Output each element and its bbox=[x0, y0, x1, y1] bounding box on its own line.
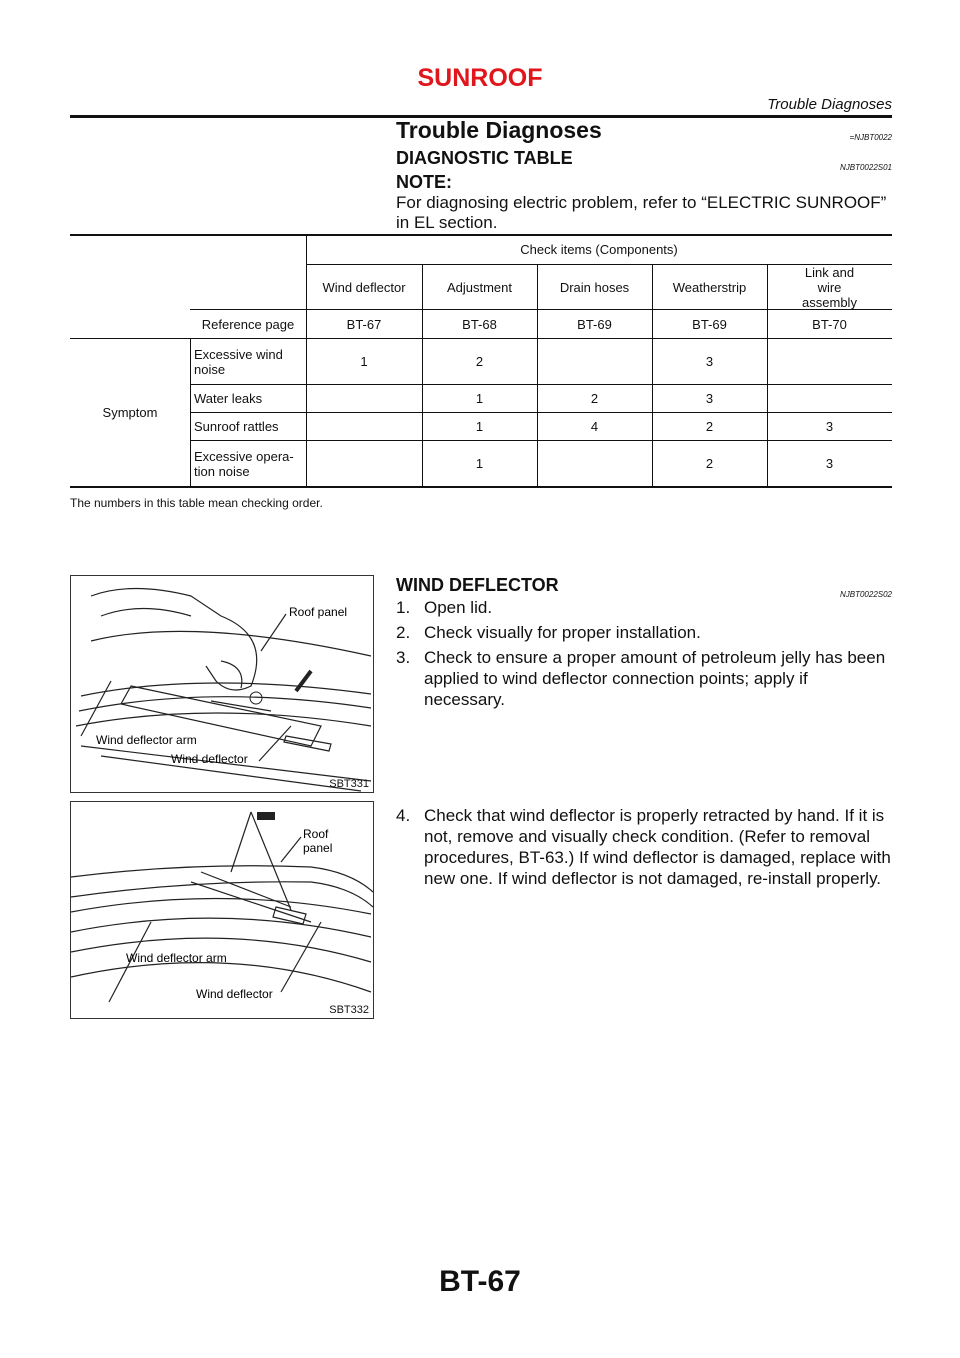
step-text: Check that wind deflector is properly retracted by hand. If it is not, remove and visually check condition. (Refer to removal procedures, BT-63.) If wind deflector is damaged, replace with new one. If wind deflector is not damaged, re-install properly. bbox=[424, 806, 891, 888]
step-text: Open lid. bbox=[424, 598, 493, 617]
col-header: Wind deflector bbox=[322, 279, 406, 295]
table-cell: 4 bbox=[590, 419, 599, 434]
table-cell: 2 bbox=[705, 456, 714, 471]
step-number: 2. bbox=[396, 623, 411, 642]
step-number: 4. bbox=[396, 806, 411, 825]
row-label: Water leaks bbox=[194, 391, 263, 406]
diagnostic-table bbox=[70, 234, 892, 488]
figure-sbt331 bbox=[70, 575, 374, 793]
table-cell: 2 bbox=[475, 354, 484, 369]
table-cell: 3 bbox=[705, 354, 714, 369]
label-wind-deflector-arm: Wind deflector arm bbox=[96, 733, 197, 747]
group-header: Check items (Components) bbox=[520, 241, 678, 257]
step-number: 1. bbox=[396, 598, 411, 617]
step-number: 3. bbox=[396, 648, 411, 667]
label-panel: panel bbox=[303, 841, 333, 855]
step-item bbox=[396, 597, 892, 618]
wind-deflector-code: NJBT0022S02 bbox=[839, 590, 892, 599]
window-icon bbox=[257, 812, 275, 820]
table-cell bbox=[306, 385, 422, 412]
table-cell bbox=[306, 413, 422, 440]
row-label: Excessive opera-tion noise bbox=[194, 448, 294, 479]
figure-code: SBT332 bbox=[329, 1004, 369, 1016]
table-cell bbox=[767, 385, 892, 412]
step-item bbox=[396, 647, 892, 710]
col-header: Adjustment bbox=[446, 279, 513, 295]
note-text: For diagnosing electric problem, refer to “ELECTRIC SUNROOF” in EL section. bbox=[396, 193, 887, 232]
label-wind-deflector-arm: Wind deflector arm bbox=[126, 951, 227, 965]
wind-deflector-heading: WIND DEFLECTOR bbox=[396, 575, 559, 595]
wind-deflector-retract-illustration bbox=[71, 802, 373, 1018]
table-cell: 1 bbox=[475, 456, 484, 471]
ref-cell: BT-68 bbox=[462, 316, 497, 332]
reference-label: Reference page bbox=[201, 316, 295, 332]
ref-cell: BT-70 bbox=[812, 316, 847, 332]
table-cell: 3 bbox=[705, 391, 714, 406]
table-cell bbox=[767, 339, 892, 384]
table-cell: 2 bbox=[590, 391, 599, 406]
row-label: Sunroof rattles bbox=[194, 419, 279, 434]
diagnostic-table-code: NJBT0022S01 bbox=[839, 163, 892, 172]
steps-list-b bbox=[396, 805, 892, 893]
step-item bbox=[396, 622, 892, 643]
page-number: BT-67 bbox=[439, 1265, 521, 1298]
step-text: Check visually for proper installation. bbox=[424, 623, 701, 642]
subsection-title: Trouble Diagnoses bbox=[767, 96, 892, 113]
table-cell: 1 bbox=[475, 419, 484, 434]
label-wind-deflector: Wind deflector bbox=[196, 987, 273, 1001]
diagnostic-table-heading: DIAGNOSTIC TABLE bbox=[396, 148, 573, 168]
label-wind-deflector: Wind deflector bbox=[171, 752, 248, 766]
steps-list-a bbox=[396, 597, 892, 714]
step-item bbox=[396, 805, 892, 889]
table-footnote: The numbers in this table mean checking order. bbox=[70, 496, 323, 510]
note-title: NOTE: bbox=[396, 172, 452, 192]
table-cell bbox=[537, 441, 652, 486]
wind-deflector-illustration bbox=[71, 576, 373, 792]
table-cell: 1 bbox=[360, 354, 368, 369]
table-cell: 3 bbox=[825, 419, 834, 434]
table-cell bbox=[306, 441, 422, 486]
page-title: Trouble Diagnoses bbox=[396, 117, 602, 143]
col-header: Weatherstrip bbox=[672, 279, 747, 295]
row-label: Excessive wind noise bbox=[194, 346, 283, 377]
table-cell: 2 bbox=[705, 419, 714, 434]
label-roof: Roof bbox=[303, 827, 329, 841]
figure-sbt332 bbox=[70, 801, 374, 1019]
label-roof-panel: Roof panel bbox=[289, 605, 348, 619]
page-title-code: =NJBT0022 bbox=[849, 133, 892, 142]
table-cell bbox=[537, 339, 652, 384]
ref-cell: BT-69 bbox=[692, 316, 727, 332]
col-header: Link and wire assembly bbox=[802, 264, 857, 310]
table-cell: 3 bbox=[825, 456, 834, 471]
table-cell: 1 bbox=[475, 391, 484, 406]
step-text: Check to ensure a proper amount of petroleum jelly has been applied to wind deflector connection points; apply if necessary. bbox=[424, 648, 886, 709]
ref-cell: BT-69 bbox=[577, 316, 612, 332]
col-header: Drain hoses bbox=[559, 279, 630, 295]
section-title: SUNROOF bbox=[417, 64, 543, 92]
symptom-label: Symptom bbox=[102, 405, 158, 420]
figure-code: SBT331 bbox=[329, 778, 369, 790]
ref-cell: BT-67 bbox=[346, 316, 382, 332]
